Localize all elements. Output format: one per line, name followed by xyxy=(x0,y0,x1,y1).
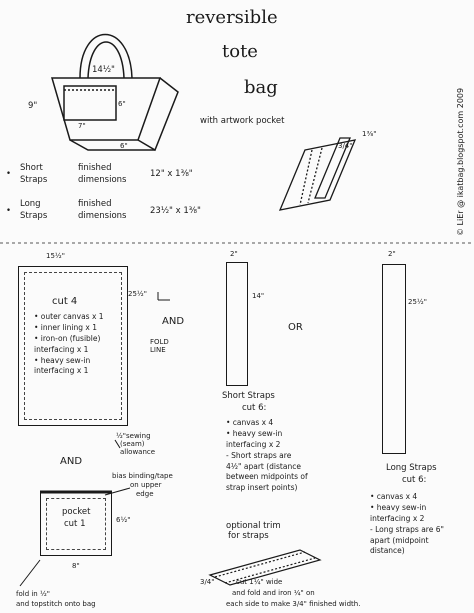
short-col1: finished xyxy=(78,163,112,173)
trim-heading-2: for straps xyxy=(228,531,269,541)
long-value: 23½" x 1⅜" xyxy=(150,206,201,216)
trim-heading-1: optional trim xyxy=(226,521,281,531)
main-item-list xyxy=(34,312,104,377)
short-bullet: • xyxy=(6,169,12,179)
pocket-cut: cut 1 xyxy=(64,519,86,529)
binding-label-3: edge xyxy=(136,490,154,498)
short-strap-item: 4½" apart (distance xyxy=(226,461,301,471)
seam-label: ½"sewing xyxy=(116,432,151,440)
long-strap-item: interfacing x 2 xyxy=(370,513,425,523)
main-width: 15½" xyxy=(46,252,65,260)
fold-line-label: LINE xyxy=(150,346,166,354)
main-item: • heavy sew-in xyxy=(34,355,91,365)
short-strap-list xyxy=(226,418,308,494)
pocket-label: pocket xyxy=(62,507,91,517)
main-item: interfacing x 1 xyxy=(34,366,89,376)
pocket-fold-1: fold in ½" xyxy=(16,590,50,598)
seam-label-3: allowance xyxy=(120,448,156,456)
short-strap-item: between midpoints of xyxy=(226,472,308,482)
main-height: 25½" xyxy=(128,290,147,298)
title-line2: tote xyxy=(222,41,258,62)
strap-height-label: 1⅜" xyxy=(362,130,377,138)
trim-note-3: each side to make 3/4" finished width. xyxy=(226,600,361,608)
short-label-top: Short xyxy=(20,163,43,173)
binding-label-2: on upper xyxy=(130,481,162,489)
strap-width-label: 3/4" xyxy=(338,142,353,150)
long-bullet: • xyxy=(6,206,12,216)
title-line1: reversible xyxy=(186,7,278,28)
long-strap-item: apart (midpoint xyxy=(370,535,429,545)
title-line3: bag xyxy=(244,77,278,98)
short-strap-heading: Short Straps xyxy=(222,391,275,401)
long-col2: dimensions xyxy=(78,211,127,221)
long-strap-cut: cut 6: xyxy=(402,475,427,485)
bag-depth-dim: 6" xyxy=(120,142,128,150)
pocket-width: 8" xyxy=(72,562,80,570)
pocket-fold-2: and topstitch onto bag xyxy=(16,600,96,608)
short-label-bottom: Straps xyxy=(20,175,48,185)
long-strap-width: 2" xyxy=(388,250,396,258)
bag-top-dim: 14½" xyxy=(92,65,115,75)
long-strap-heading: Long Straps xyxy=(386,463,437,473)
main-item: • outer canvas x 1 xyxy=(34,312,104,321)
short-col2: dimensions xyxy=(78,175,127,185)
short-strap-item: strap insert points) xyxy=(226,483,298,493)
long-col1: finished xyxy=(78,199,112,209)
short-strap-item: interfacing x 2 xyxy=(226,439,281,449)
sidebar-credit: © LiEr @ ikatbag.blogspot.com 2009 xyxy=(456,87,465,236)
trim-size: 3/4" xyxy=(200,578,215,586)
short-strap-item: • heavy sew-in xyxy=(226,428,283,438)
fold-label: FOLD xyxy=(150,338,169,346)
bag-height-dim: 9" xyxy=(28,101,38,111)
short-strap-cut: cut 6: xyxy=(242,403,267,413)
long-strap-height: 25½" xyxy=(408,298,427,306)
long-strap-item: - Long straps are 6" xyxy=(370,524,444,534)
seam-label-2: (seam) xyxy=(120,440,145,448)
main-heading: cut 4 xyxy=(52,296,78,307)
trim-note-2: and fold and iron ¼" on xyxy=(232,589,315,597)
long-label-top: Long xyxy=(20,199,41,209)
long-strap-list xyxy=(370,492,444,557)
subtitle: with artwork pocket xyxy=(200,116,285,126)
main-item: interfacing x 1 xyxy=(34,344,89,354)
main-item: • iron-on (fusible) xyxy=(34,333,101,343)
short-strap-item: • canvas x 4 xyxy=(226,418,274,427)
long-label-bottom: Straps xyxy=(20,211,48,221)
short-strap-width: 2" xyxy=(230,250,238,258)
or-label: OR xyxy=(288,322,303,333)
short-strap-height: 14" xyxy=(252,292,265,300)
trim-note-1: cut 1¼" wide xyxy=(236,578,283,586)
short-strap-item: - Short straps are xyxy=(226,450,292,460)
long-strap-item: • canvas x 4 xyxy=(370,492,418,501)
tote-bag-drawing xyxy=(52,35,178,151)
short-value: 12" x 1⅜" xyxy=(150,169,193,179)
and-1: AND xyxy=(162,316,185,327)
pocket-w-dim: 7" xyxy=(78,122,86,130)
pocket-h-dim: 6" xyxy=(118,100,126,108)
long-strap-item: • heavy sew-in xyxy=(370,502,427,512)
binding-label-1: bias binding/tape xyxy=(112,472,173,480)
and-2: AND xyxy=(60,456,83,467)
short-strap-rect xyxy=(226,262,248,386)
main-item: • inner lining x 1 xyxy=(34,322,97,332)
long-strap-item: distance) xyxy=(370,546,405,556)
pocket-height: 6½" xyxy=(116,516,131,524)
long-strap-rect xyxy=(382,264,406,454)
